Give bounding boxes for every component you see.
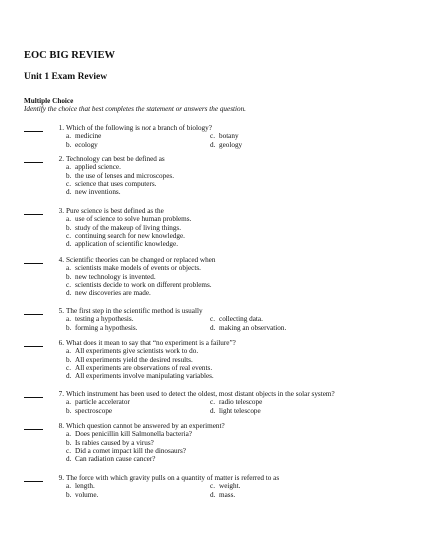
question-text: Which question cannot be answered by an experiment? xyxy=(66,422,225,430)
question-8: 8. Which question cannot be answered by an experiment? a. Does penicillin kill Salmonella bacteria? b. Is rabies caused by a virus? c. Did a comet impact kill the dinosaurs? d. Can radiation cause cancer? xyxy=(24,422,414,463)
answer-blank[interactable] xyxy=(24,207,43,215)
question-number: 1. xyxy=(58,124,64,132)
question-text: Which instrument has been used to detect the oldest, most distant objects in the solar system? xyxy=(66,390,335,398)
question-number: 7. xyxy=(58,390,64,398)
question-number: 3. xyxy=(58,207,64,215)
answer-blank[interactable] xyxy=(24,474,43,482)
question-3: 3. Pure science is best defined as the a. use of science to solve human problems. b. study of the makeup of living things. c. continuing search for new knowledge. d. application of scientific knowledge. xyxy=(24,207,414,248)
answer-blank[interactable] xyxy=(24,124,43,132)
question-2: 2. Technology can best be defined as a. applied science. b. the use of lenses and microscopes. c. science that uses computers. d. new inventions. xyxy=(24,155,414,196)
question-4: 4. Scientific theories can be changed or replaced when a. scientists make models of events or objects. b. new technology is invented. c. scientists decide to work on different problems. d. new discoveries are made. xyxy=(24,256,414,297)
answer-blank[interactable] xyxy=(24,422,43,430)
question-text: The force with which gravity pulls on a quantity of matter is referred to as xyxy=(66,474,280,482)
answer-blank[interactable] xyxy=(24,307,43,315)
question-1: 1. Which of the following is not a branch of biology? a. medicine c. botany b. ecology d. geology xyxy=(24,124,414,149)
instructions-text: Identify the choice that best completes the statement or answers the question. xyxy=(24,105,246,113)
answer-blank[interactable] xyxy=(24,256,43,264)
question-text: Technology can best be defined as xyxy=(66,155,165,163)
question-5: 5. The first step in the scientific method is usually a. testing a hypothesis. c. collecting data. b. forming a hypothesis. d. making an observation. xyxy=(24,307,414,332)
question-text: Scientific theories can be changed or replaced when xyxy=(66,256,216,264)
question-7: 7. Which instrument has been used to detect the oldest, most distant objects in the solar system? a. particle accelerator c. radio telescope b. spectroscope d. light telescope xyxy=(24,390,414,415)
question-text: Which of the following is not a branch of biology? xyxy=(66,124,212,132)
question-number: 2. xyxy=(58,155,64,163)
answer-blank[interactable] xyxy=(24,339,43,347)
answer-blank[interactable] xyxy=(24,155,43,163)
question-9: 9. The force with which gravity pulls on a quantity of matter is referred to as a. length. c. weight. b. volume. d. mass. xyxy=(24,474,414,499)
question-number: 8. xyxy=(58,422,64,430)
question-text: What does it mean to say that “no experiment is a failure”? xyxy=(66,339,236,347)
question-text: The first step in the scientific method is usually xyxy=(66,307,203,315)
question-number: 9. xyxy=(58,474,64,482)
answer-blank[interactable] xyxy=(24,390,43,398)
question-number: 5. xyxy=(58,307,64,315)
document-title: EOC BIG REVIEW xyxy=(24,50,116,61)
section-heading: Multiple Choice xyxy=(24,97,74,105)
unit-title: Unit 1 Exam Review xyxy=(24,72,108,82)
question-6: 6. What does it mean to say that “no experiment is a failure”? a. All experiments give scientists work to do. b. All experiments yield the desired results. c. All experiments are observations of real events. d. All experiments involve manipulating variables. xyxy=(24,339,414,380)
question-number: 6. xyxy=(58,339,64,347)
question-text: Pure science is best defined as the xyxy=(66,207,164,215)
question-number: 4. xyxy=(58,256,64,264)
